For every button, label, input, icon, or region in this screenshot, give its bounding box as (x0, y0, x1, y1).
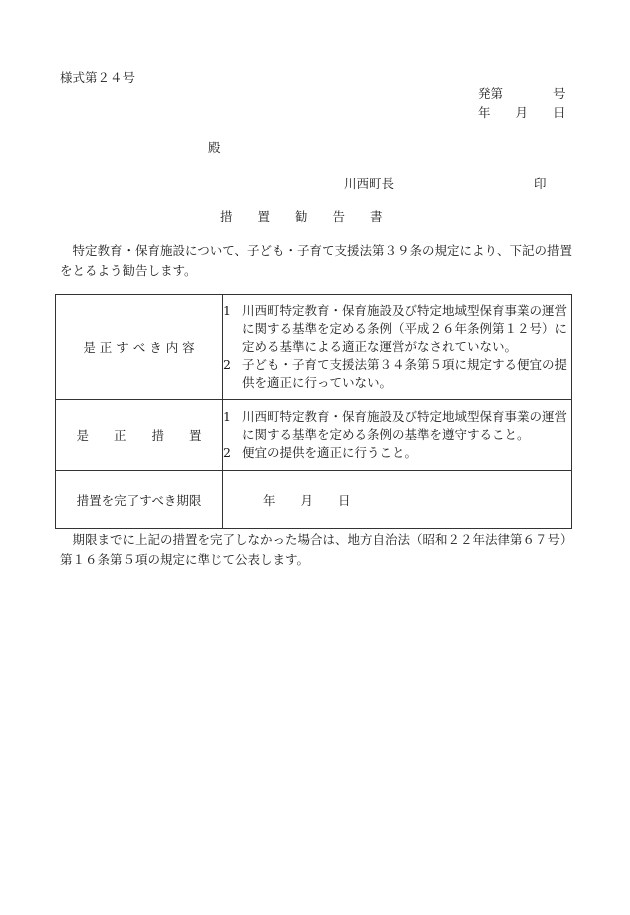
list-item (223, 302, 571, 356)
list-item (223, 408, 571, 444)
table-row (56, 400, 572, 471)
row-label-correction-content: 是 正 す べ き 内 容 (56, 295, 223, 400)
footer-paragraph: 期限までに上記の措置を完了しなかった場合は、地方自治法（昭和２２年法律第６７号）第１６条第５項の規定に準じて公表します。 (60, 532, 573, 567)
table-row (56, 471, 572, 529)
list-item (223, 356, 571, 392)
item-number: 1 (223, 409, 231, 424)
deadline-cell: 年 月 日 (223, 471, 572, 529)
item-number: 2 (223, 357, 231, 372)
document-title: 措 置 勧 告 書 (220, 209, 383, 224)
issue-date: 年 月 日 (478, 105, 566, 120)
issue-number: 発第 号 (478, 86, 566, 101)
item-text: 子ども・子育て支援法第３４条第５項に規定する便宜の提供を適正に行っていない。 (242, 357, 568, 390)
item-text: 川西町特定教育・保育施設及び特定地域型保育事業の運営に関する基準を定める条例（平成２６年条例第１２号）に定める基準による適正な運営がなされていない。 (242, 303, 568, 354)
form-number: 様式第２４号 (60, 70, 136, 85)
correction-measures-cell (223, 400, 572, 471)
item-text: 便宜の提供を適正に行うこと。 (242, 445, 418, 460)
row-label-deadline: 措置を完了すべき期限 (56, 471, 223, 529)
correction-content-cell (223, 295, 572, 400)
seal-mark: 印 (534, 176, 547, 191)
recommendation-table (55, 294, 572, 529)
list-item (223, 444, 571, 462)
item-number: 1 (223, 303, 231, 318)
sender-name: 川西町長 (344, 176, 395, 191)
table-row (56, 295, 572, 400)
row-label-correction-measures: 是 正 措 置 (56, 400, 223, 471)
addressee-suffix: 殿 (208, 140, 221, 155)
item-text: 川西町特定教育・保育施設及び特定地域型保育事業の運営に関する基準を定める条例の基準を遵守すること。 (242, 409, 568, 442)
intro-paragraph: 特定教育・保育施設について、子ども・子育て支援法第３９条の規定により、下記の措置をとるよう勧告します。 (60, 243, 573, 278)
item-number: 2 (223, 445, 231, 460)
